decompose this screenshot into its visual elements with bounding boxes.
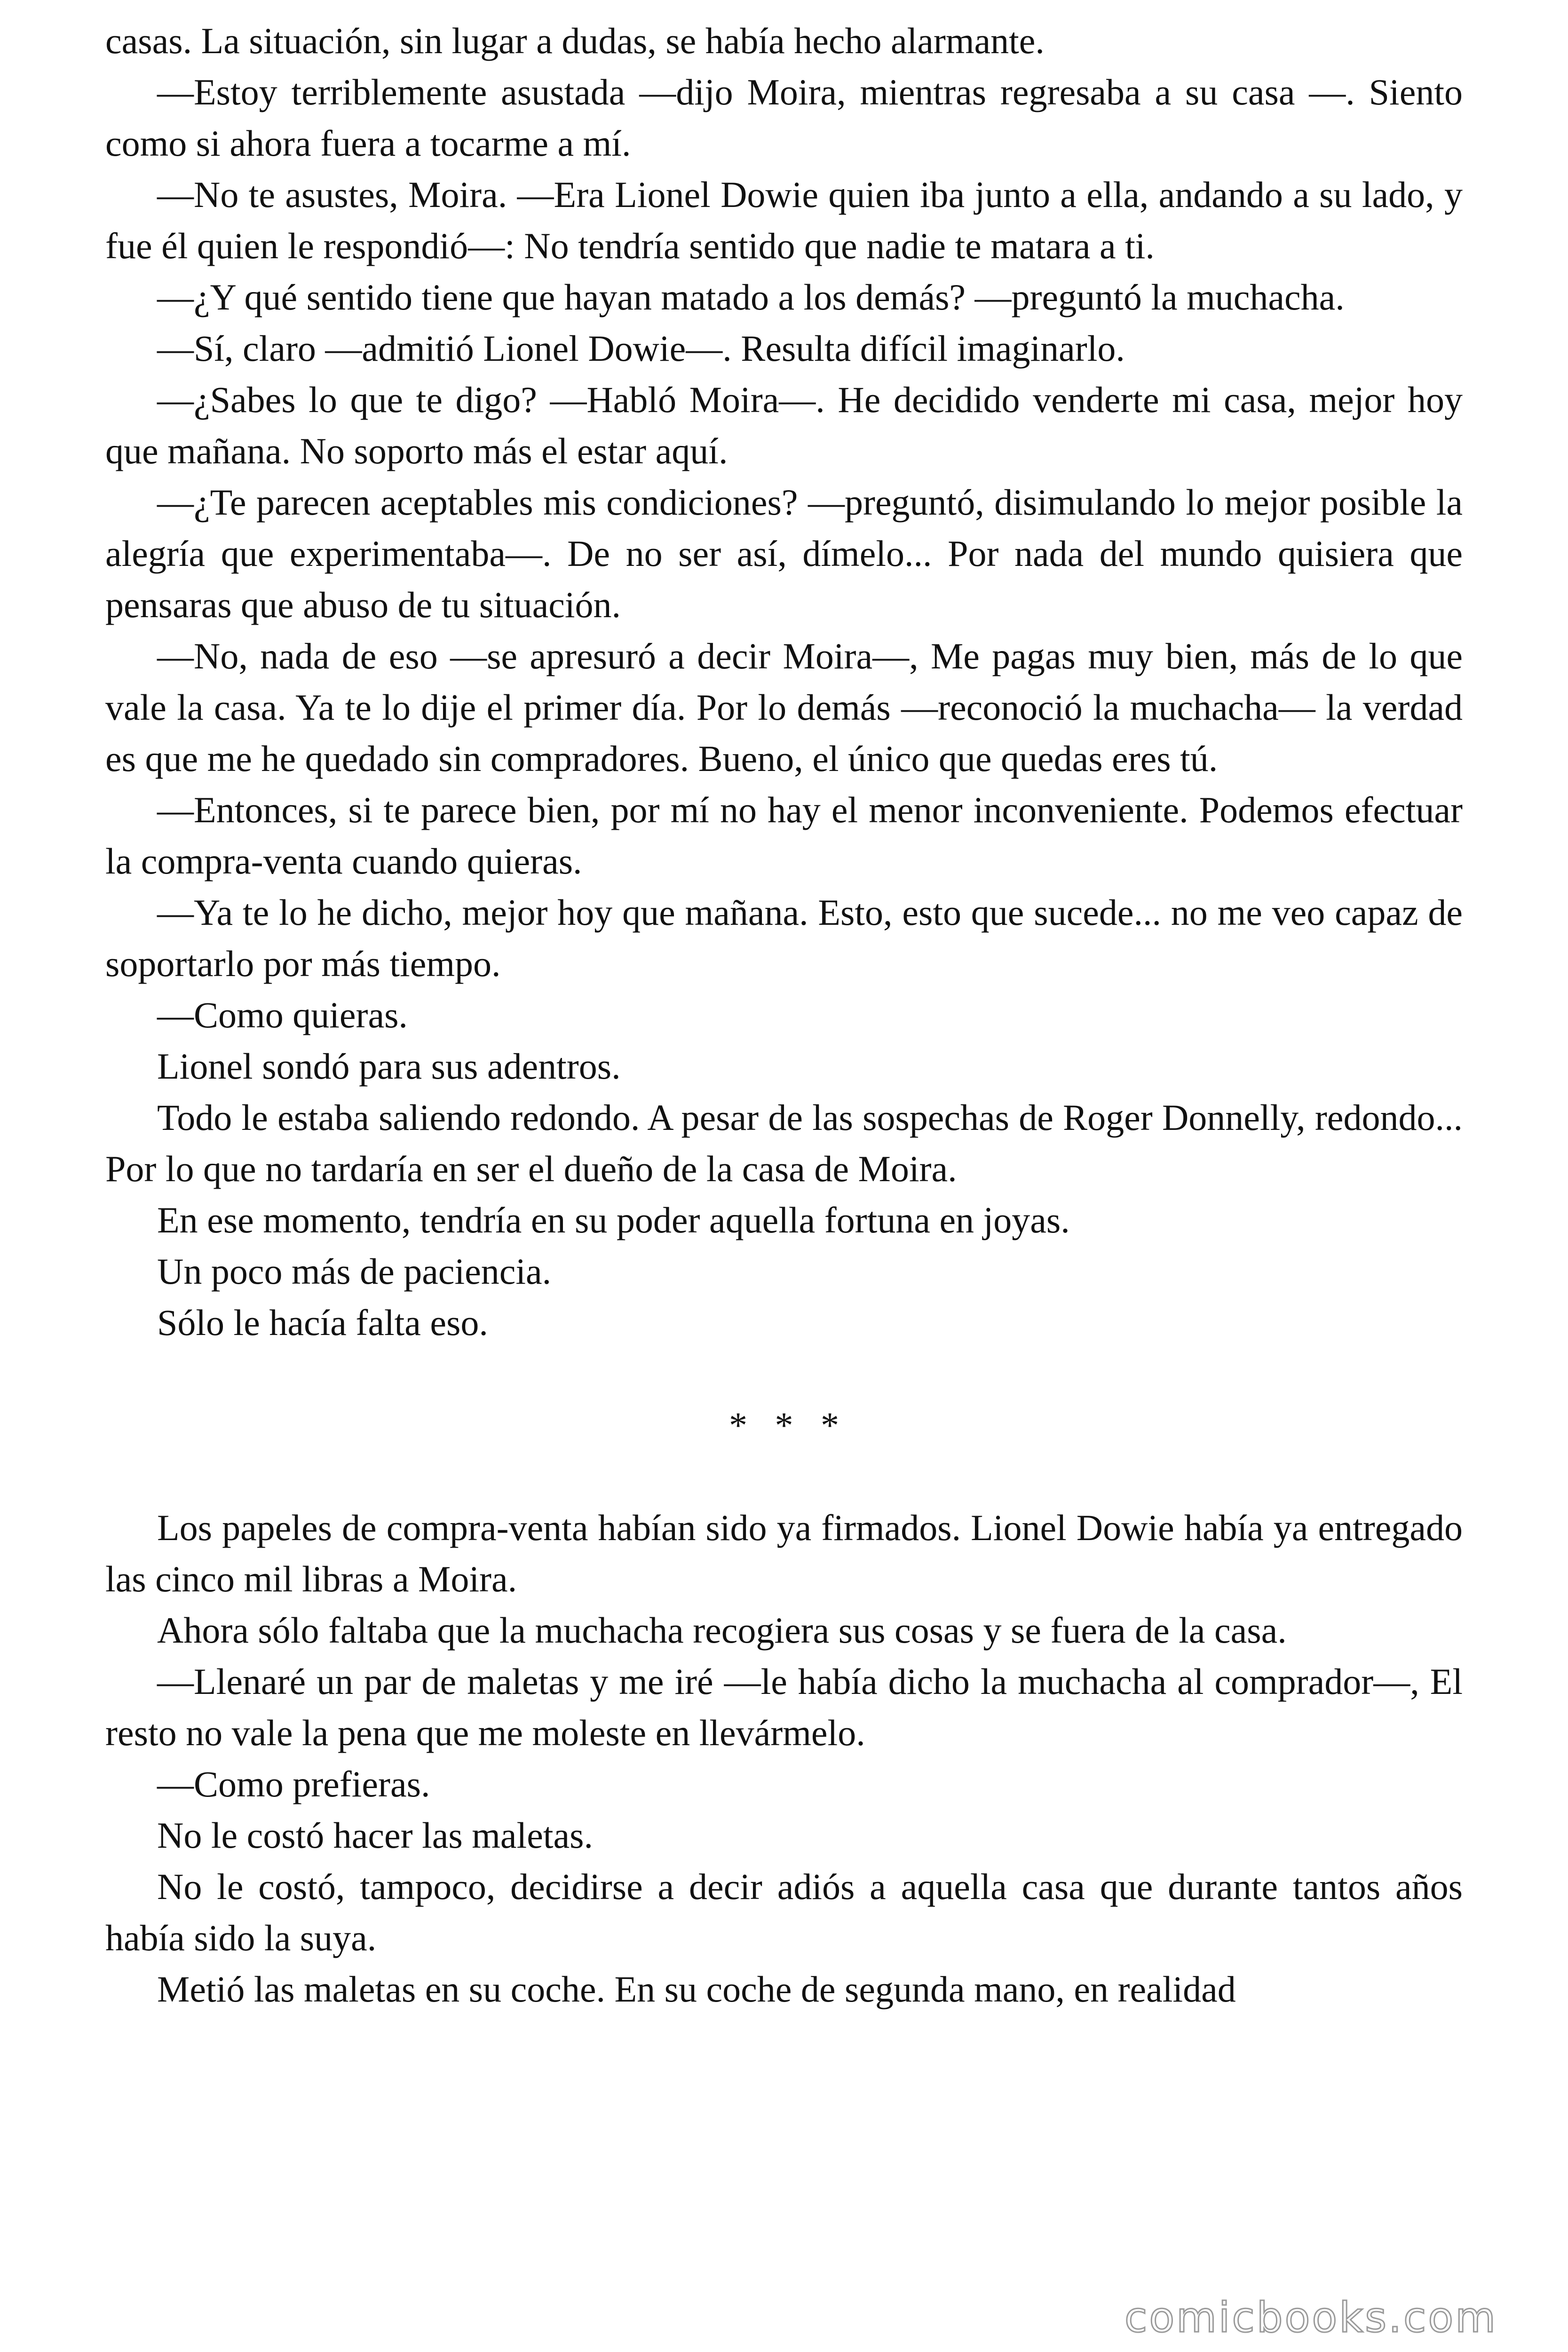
watermark: comicbooks.com	[1124, 2293, 1497, 2342]
text-block-after-break	[105, 1502, 1463, 2015]
paragraph: —Ya te lo he dicho, mejor hoy que mañana. Esto, esto que sucede... no me veo capaz de soportarlo por más tiempo.	[105, 892, 1463, 984]
paragraph: —Como quieras.	[157, 994, 408, 1035]
paragraph: No le costó, tampoco, decidirse a decir adiós a aquella casa que durante tantos años había sido la suya.	[105, 1866, 1463, 1958]
paragraph: Un poco más de paciencia.	[157, 1251, 552, 1292]
paragraph: casas. La situación, sin lugar a dudas, se había hecho alarmante.	[105, 20, 1045, 61]
paragraph: Ahora sólo faltaba que la muchacha recogiera sus cosas y se fuera de la casa.	[157, 1610, 1287, 1651]
paragraph: Sólo le hacía falta eso.	[157, 1302, 488, 1343]
paragraph: Todo le estaba saliendo redondo. A pesar de las sospechas de Roger Donnelly, redondo... Por lo que no tardaría en ser el dueño de la casa de Moira.	[105, 1097, 1463, 1189]
paragraph: Lionel sondó para sus adentros.	[157, 1046, 621, 1087]
section-break: * * *	[729, 1405, 848, 1446]
text-block-before-break	[105, 15, 1463, 1348]
paragraph: Los papeles de compra-venta habían sido ya firmados. Lionel Dowie había ya entregado las cinco mil libras a Moira.	[105, 1507, 1463, 1599]
paragraph: En ese momento, tendría en su poder aquella fortuna en joyas.	[157, 1200, 1070, 1240]
document-page	[105, 15, 1463, 2015]
paragraph: —¿Sabes lo que te digo? —Habló Moira—. He decidido venderte mi casa, mejor hoy que mañana. No soporto más el estar aquí.	[105, 379, 1463, 471]
paragraph: —Estoy terriblemente asustada —dijo Moira, mientras regresaba a su casa —. Siento como si ahora fuera a tocarme a mí.	[105, 72, 1463, 164]
paragraph: —Llenaré un par de maletas y me iré —le había dicho la muchacha al comprador—, El resto no vale la pena que me moleste en llevármelo.	[105, 1661, 1463, 1753]
paragraph: —Como prefieras.	[157, 1764, 430, 1804]
paragraph: Metió las maletas en su coche. En su coche de segunda mano, en realidad	[157, 1969, 1236, 2010]
paragraph: —Sí, claro —admitió Lionel Dowie—. Resulta difícil imaginarlo.	[157, 328, 1125, 369]
paragraph: No le costó hacer las maletas.	[157, 1815, 593, 1856]
paragraph: —¿Te parecen aceptables mis condiciones? —preguntó, disimulando lo mejor posible la alegría que experimentaba—. De no ser así, dímelo... Por nada del mundo quisiera que pensaras que abuso de tu situación.	[105, 482, 1463, 625]
paragraph: —Entonces, si te parece bien, por mí no hay el menor inconveniente. Podemos efectuar la compra-venta cuando quieras.	[105, 789, 1463, 882]
paragraph: —No te asustes, Moira. —Era Lionel Dowie quien iba junto a ella, andando a su lado, y fue él quien le respondió—: No tendría sentido que nadie te matara a ti.	[105, 174, 1463, 266]
paragraph: —No, nada de eso —se apresuró a decir Moira—, Me pagas muy bien, más de lo que vale la casa. Ya te lo dije el primer día. Por lo demás —reconoció la muchacha— la verdad es que me he quedado sin compradores. Bueno, el único que quedas eres tú.	[105, 636, 1463, 779]
paragraph: —¿Y qué sentido tiene que hayan matado a los demás? —preguntó la muchacha.	[157, 277, 1345, 318]
